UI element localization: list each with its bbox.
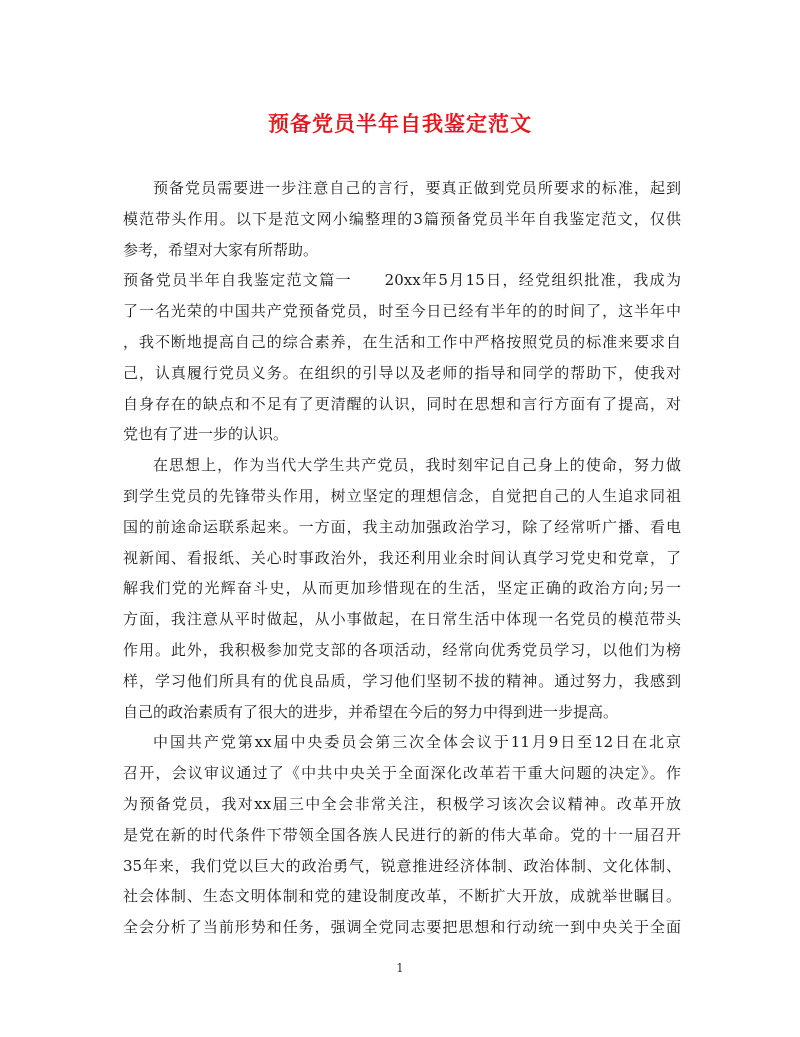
document-body	[123, 173, 681, 943]
body-line: 预备党员半年自我鉴定范文篇一 20xx年5月15日，经党组织批准，我成为	[123, 271, 681, 290]
body-line: 国的前途命运联系起来。一方面，我主动加强政治学习，除了经常听广播、看电	[123, 517, 681, 536]
page-number: 1	[396, 961, 404, 975]
body-line: 样，学习他们所具有的优良品质，学习他们坚韧不拔的精神。通过努力，我感到	[123, 671, 681, 690]
body-line: 了一名光荣的中国共产党预备党员，时至今日已经有半年的的时间了，这半年中	[123, 302, 681, 321]
body-line: 模范带头作用。以下是范文网小编整理的3篇预备党员半年自我鉴定范文，仅供	[123, 209, 681, 228]
body-line: 方面，我注意从平时做起，从小事做起，在日常生活中体现一名党员的模范带头	[123, 610, 681, 629]
body-line: 解我们党的光辉奋斗史，从而更加珍惜现在的生活，坚定正确的政治方向;另一	[123, 579, 681, 598]
body-line: 自身存在的缺点和不足有了更清醒的认识，同时在思想和言行方面有了提高，对	[123, 394, 681, 413]
body-line: 在思想上，作为当代大学生共产党员，我时刻牢记自己身上的使命，努力做	[153, 456, 681, 475]
body-line: 己，认真履行党员义务。在组织的引导以及老师的指导和同学的帮助下，使我对	[123, 363, 681, 382]
body-line: 全会分析了当前形势和任务，强调全党同志要把思想和行动统一到中央关于全面	[123, 918, 681, 937]
body-line: 视新闻、看报纸、关心时事政治外，我还利用业余时间认真学习党史和党章，了	[123, 548, 681, 567]
body-line: 自己的政治素质有了很大的进步，并希望在今后的努力中得到进一步提高。	[123, 702, 619, 721]
body-line: ，我不断地提高自己的综合素养，在生活和工作中严格按照党员的标准来要求自	[123, 332, 681, 351]
body-line: 预备党员需要进一步注意自己的言行，要真正做到党员所要求的标准，起到	[153, 179, 681, 197]
body-line: 是党在新的时代条件下带领全国各族人民进行的新的伟大革命。党的十一届召开	[123, 825, 681, 844]
body-line: 到学生党员的先锋带头作用，树立坚定的理想信念，自觉把自己的人生追求同祖	[123, 486, 681, 505]
body-line: 社会体制、生态文明体制和党的建设制度改革，不断扩大开放，成就举世瞩目。	[123, 887, 681, 906]
body-line: 为预备党员，我对xx届三中全会非常关注，积极学习该次会议精神。改革开放	[123, 794, 681, 813]
body-line: 35年来，我们党以巨大的政治勇气，锐意推进经济体制、政治体制、文化体制、	[123, 856, 681, 875]
document-title: 预备党员半年自我鉴定范文	[268, 111, 532, 136]
body-line: 参考，希望对大家有所帮助。	[123, 240, 319, 259]
body-line: 中国共产党第xx届中央委员会第三次全体会议于11月9日至12日在北京	[153, 733, 681, 752]
body-line: 召开，会议审议通过了《中共中央关于全面深化改革若干重大问题的决定》。作	[123, 764, 681, 783]
body-line: 作用。此外，我积极参加党支部的各项活动，经常向优秀党员学习，以他们为榜	[123, 640, 681, 659]
body-line: 党也有了进一步的认识。	[123, 425, 289, 444]
